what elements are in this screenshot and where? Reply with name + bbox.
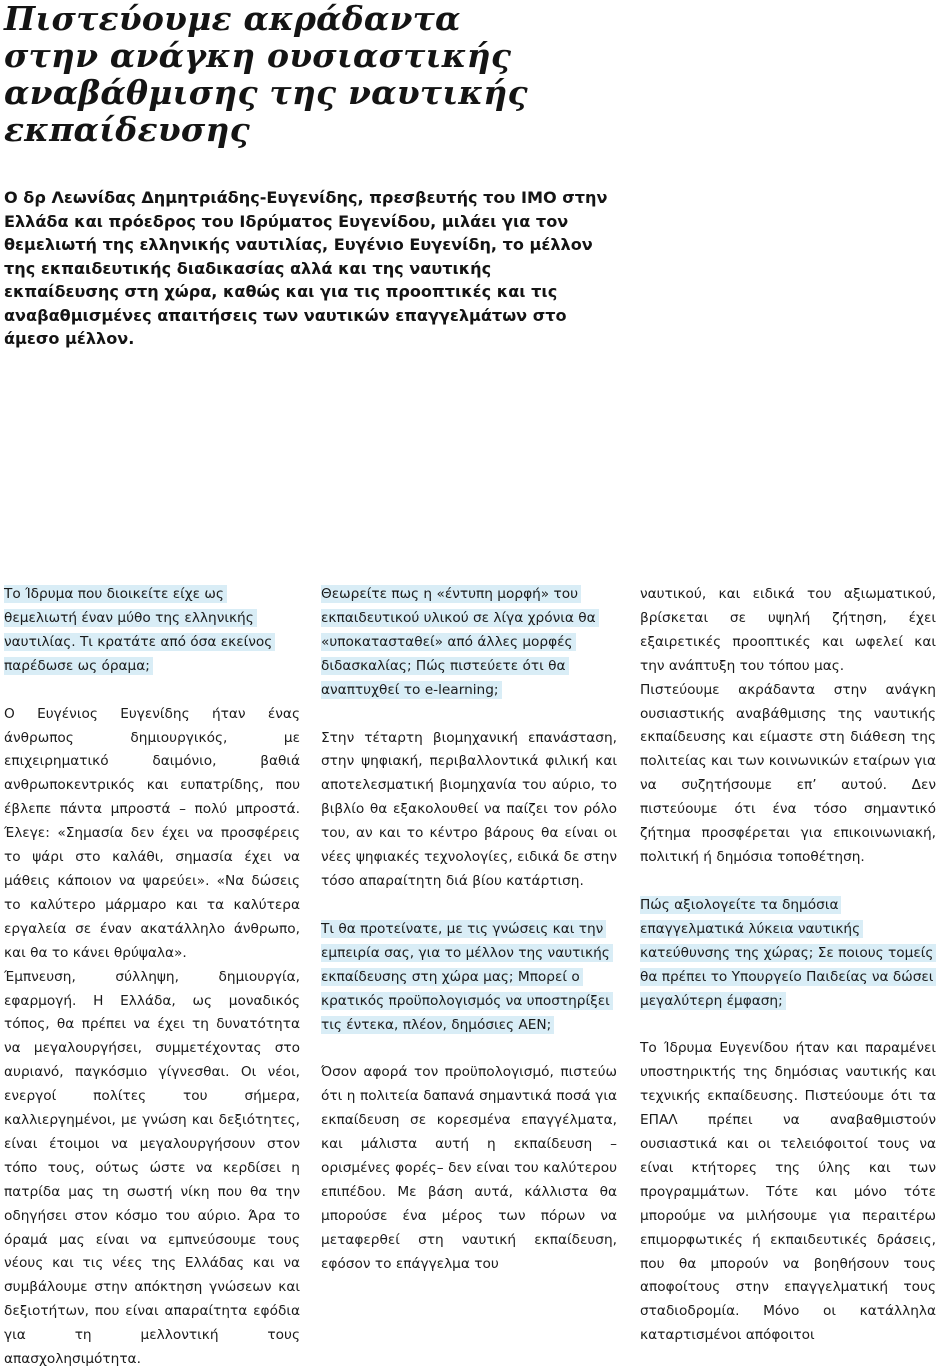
question-highlight: Το Ίδρυμα που διοικείτε είχε ως θεμελιωτή έναν μύθο της ελληνικής ναυτιλίας. Τι κρατάτε από όσα εκείνος παρέδωσε ως όραμα; — [4, 585, 275, 675]
question-highlight: Θεωρείτε πως η «έντυπη μορφή» του εκπαιδευτικού υλικού σε λίγα χρόνια θα «υποκατασταθεί» από άλλες μορφές διδασκαλίας; Πώς πιστεύετε ότι θα αναπτυχθεί το e-learning; — [321, 585, 599, 699]
answer-paragraph: Το Ίδρυμα Ευγενίδου ήταν και παραμένει υποστηρικτής της δημόσιας ναυτικής και τεχνικής εκπαίδευσης. Πιστεύουμε ότι τα ΕΠΑΛ πρέπει να αναβαθμιστούν ουσιαστικά και οι τελειόφοιτοί τους να είναι κτήτορες της ύλης και των προγραμμάτων. Τότε και μόνο τότε μπορούμε να μιλήσουμε για περαιτέρω επιμορφωτικές ή εκπαιδευτικές δράσεις, που θα μπορούν να βοηθήσουν τους αποφοίτους στην επαγγελματική τους σταδιοδρομία. Μόνο οι κατάλληλα καταρτισμένοι απόφοιτοι — [640, 1040, 936, 1344]
answer-paragraph: ναυτικού, και ειδικά του αξιωματικού, βρίσκεται σε υψηλή ζήτηση, έχει εξαιρετικές προοπτικές και ωφελεί και την ανάπτυξη του τόπου μας. — [640, 586, 936, 674]
answer-paragraph: Έμπνευση, σύλληψη, δημιουργία, εφαρμογή. Η Ελλάδα, ως μοναδικός τόπος, θα πρέπει να έχει τη δυνατότητα να μεγαλουργήσει, συμμετέχοντας στο αυριανό, παγκόσμιο γίγνεσθαι. Οι νέοι, ενεργοί πολίτες του σήμερα, καλλιεργημένοι, με γνώση και δεξιότητες, είναι έτοιμοι να μεγαλουργήσουν στον τόπο τους, ούτως ώστε να κερδίσει η πατρίδα μας τη σωστή νίκη που θα την οδηγήσει στον κόσμο του αύριο. Άρα το όραμά μας είναι να εμπνεύσουμε τους νέους και τις νέες της Ελλάδας και να συμβάλουμε στην απόκτηση γνώσεων και δεξιοτήτων, που είναι απαραίτητα εφόδια για τη μελλοντική τους απασχολησιμότητα. — [4, 968, 300, 1368]
answer-paragraph: Στην τέταρτη βιομηχανική επανάσταση, στην ψηφιακή, περιβαλλοντικά φιλική και αποτελεσματική βιομηχανία του αύριο, το βιβλίο θα εξακολουθεί να παίζει τον ρόλο του, αν και το κέντρο βάρους θα είναι οι νέες ψηφιακές τεχνολογίες, ειδικά δε στην τόσο απαραίτητη διά βίου κατάρτιση. — [321, 729, 617, 889]
question-highlight: Τι θα προτείνατε, με τις γνώσεις και την εμπειρία σας, για το μέλλον της ναυτικής εκπαίδευσης στη χώρα μας; Μπορεί ο κρατικός προϋπολογισμός να υποστηρίξει τις έντεκα, πλέον, δημόσιες ΑΕΝ; — [321, 920, 613, 1034]
answer-paragraph: Ο Ευγένιος Ευγενίδης ήταν ένας άνθρωπος δημιουργικός, με επιχειρηματικό δαιμόνιο, βαθιά ανθρωποκεντρικός και ευπατρίδης, που έβλεπε πάντα μπροστά – πολύ μπροστά. Έλεγε: «Σημασία δεν έχει να προσφέρεις το ψάρι στο καλάθι, σημασία έχει να μάθεις κάποιον να ψαρεύει». «Να δώσεις το καλύτερο μάρμαρο και τα καλύτερα εργαλεία σε έναν ακατάλληλο άνθρωπο, και θα το κάνει θρύψαλα». — [4, 705, 300, 961]
question-highlight: Πώς αξιολογείτε τα δημόσια επαγγελματικά λύκεια ναυτικής κατεύθυνσης της χώρας; Σε ποιους τομείς θα πρέπει το Υπουργείο Παιδείας να δώσει μεγαλύτερη έμφαση; — [640, 896, 936, 1010]
article-lead: Ο δρ Λεωνίδας Δημητριάδης-Ευγενίδης, πρεσβευτής του ΙΜΟ στην Ελλάδα και πρόεδρος του Ιδρύματος Ευγενίδου, μιλάει για τον θεμελιωτή της ελληνικής ναυτιλίας, Ευγένιο Ευγενίδη, το μέλλον της εκπαιδευτικής διαδικασίας αλλά και της ναυτικής εκπαίδευσης στη χώρα, καθώς και για τις προοπτικές και τις αναβαθμισμένες απαιτήσεις των ναυτικών επαγγελμάτων στο άμεσο μέλλον. — [4, 188, 608, 348]
answer-paragraph: Όσον αφορά τον προϋπολογισμό, πιστεύω ότι η πολιτεία δαπανά σημαντικά ποσά για εκπαίδευση σε κορεσμένα επαγγέλματα, και μάλιστα αυτή η εκπαίδευση –ορισμένες φορές– δεν είναι του καλύτερου επιπέδου. Με βάση αυτά, κάλλιστα θα μπορούσε ένα μέρος των πόρων να μεταφερθεί στη ναυτική εκπαίδευση, εφόσον το επάγγελμα του — [321, 1064, 617, 1272]
article-title: Πιστεύουμε ακράδαντα στην ανάγκη ουσιαστικής αναβάθμισης της ναυτικής εκπαίδευσης — [4, 0, 528, 149]
text-column-3 — [640, 583, 936, 1344]
text-column-2 — [321, 583, 617, 1291]
text-column-1 — [4, 583, 300, 1368]
answer-paragraph: Πιστεύουμε ακράδαντα στην ανάγκη ουσιαστικής αναβάθμισης της ναυτικής εκπαίδευσης και είμαστε στη διάθεση της πολιτείας και των κοινωνικών εταίρων για να συζητήσουμε επ’ αυτού. Δεν πιστεύουμε ότι ένα τόσο σημαντικό ζήτημα προσφέρεται για επικοινωνιακή, πολιτική ή δημόσια τοποθέτηση. — [640, 681, 936, 865]
